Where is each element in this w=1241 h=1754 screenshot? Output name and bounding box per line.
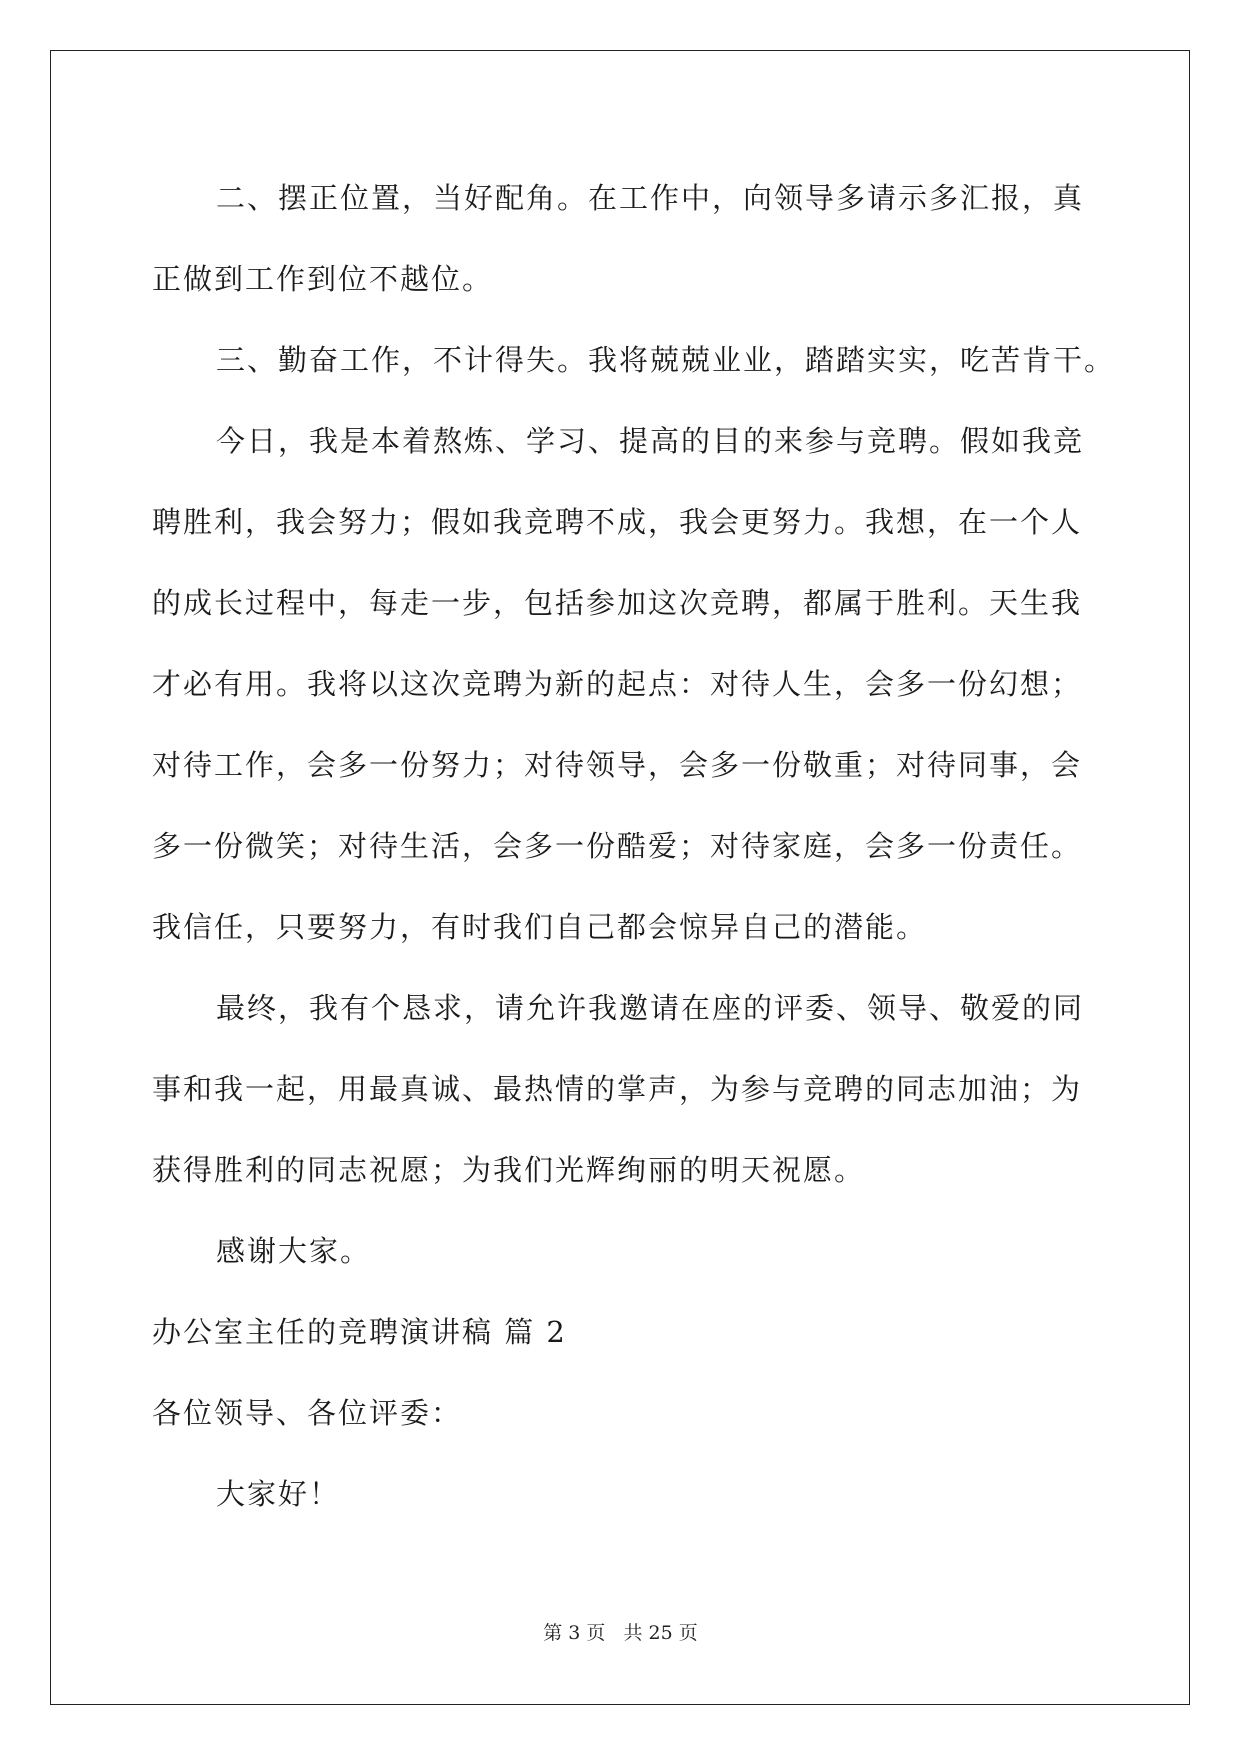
paragraph-line: 最终，我有个恳求，请允许我邀请在座的评委、领导、敬爱的同 [216, 991, 1085, 1025]
page-number: 第 3 页 [543, 1622, 606, 1644]
paragraph-line: 才必有用。我将以这次竞聘为新的起点：对待人生，会多一份幻想； [152, 667, 1083, 701]
salutation: 各位领导、各位评委： [152, 1396, 463, 1430]
paragraph-line: 正做到工作到位不越位。 [152, 262, 494, 296]
paragraph-line: 多一份微笑；对待生活，会多一份酷爱；对待家庭，会多一份责任。 [152, 829, 1083, 863]
section-heading: 办公室主任的竞聘演讲稿 篇 2 [152, 1315, 567, 1349]
paragraph-line: 的成长过程中，每走一步，包括参加这次竞聘，都属于胜利。天生我 [152, 586, 1083, 620]
paragraph-line: 聘胜利，我会努力；假如我竞聘不成，我会更努力。我想，在一个人 [152, 505, 1083, 539]
closing-thanks: 感谢大家。 [216, 1234, 372, 1268]
paragraph-line: 今日，我是本着熬炼、学习、提高的目的来参与竞聘。假如我竞 [216, 424, 1085, 458]
paragraph-line: 三、勤奋工作，不计得失。我将兢兢业业，踏踏实实，吃苦肯干。 [216, 343, 1116, 377]
paragraph-line: 二、摆正位置，当好配角。在工作中，向领导多请示多汇报，真 [216, 181, 1085, 215]
paragraph-line: 事和我一起，用最真诚、最热情的掌声，为参与竞聘的同志加油；为 [152, 1072, 1083, 1106]
document-body [152, 158, 1116, 1535]
paragraph-line: 我信任，只要努力，有时我们自己都会惊异自己的潜能。 [152, 910, 928, 944]
paragraph-line: 对待工作，会多一份努力；对待领导，会多一份敬重；对待同事，会 [152, 748, 1083, 782]
paragraph-line: 获得胜利的同志祝愿；为我们光辉绚丽的明天祝愿。 [152, 1153, 866, 1187]
greeting: 大家好！ [216, 1477, 341, 1511]
page-total: 共 25 页 [623, 1622, 698, 1644]
page-footer [0, 1618, 1241, 1645]
